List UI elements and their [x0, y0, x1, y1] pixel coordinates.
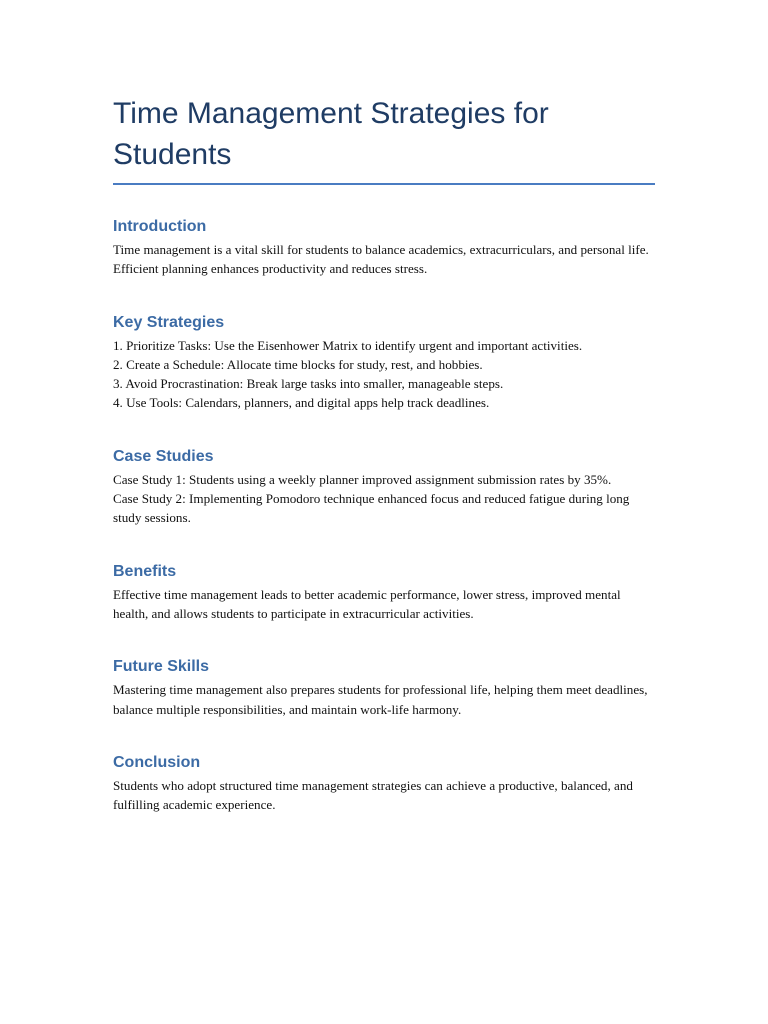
section-key-strategies — [113, 313, 655, 413]
section-heading-case-studies: Case Studies — [113, 447, 214, 465]
case-study-item: Case Study 2: Implementing Pomodoro technique enhanced focus and reduced fatigue during long study sessions. — [113, 491, 630, 526]
case-study-item: Case Study 1: Students using a weekly planner improved assignment submission rates by 35%. — [113, 471, 612, 487]
document-page — [113, 93, 655, 814]
key-strategies-list — [113, 336, 655, 413]
document-title: Time Management Strategies for Students — [113, 97, 549, 171]
section-introduction — [113, 217, 655, 279]
case-studies-list — [113, 470, 655, 528]
section-conclusion — [113, 753, 655, 815]
section-heading-future-skills: Future Skills — [113, 658, 210, 676]
section-heading-introduction: Introduction — [113, 218, 207, 235]
section-case-studies — [113, 447, 655, 528]
title-underline — [113, 183, 655, 185]
introduction-paragraph: Time management is a vital skill for students to balance academics, extracurriculars, and personal life. Efficient planning enhances productivity and reduces stress. — [113, 242, 649, 277]
strategy-item: 1. Prioritize Tasks: Use the Eisenhower Matrix to identify urgent and important activities. — [113, 337, 583, 353]
section-heading-conclusion: Conclusion — [113, 753, 201, 771]
section-heading-benefits: Benefits — [113, 562, 177, 580]
benefits-paragraph: Effective time management leads to better academic performance, lower stress, improved mental health, and allows students to participate in extracurricular activities. — [113, 586, 621, 621]
strategy-item: 4. Use Tools: Calendars, planners, and digital apps help track deadlines. — [113, 395, 490, 411]
future-skills-paragraph: Mastering time management also prepares students for professional life, helping them meet deadlines, balance multiple responsibilities, and maintain work-life harmony. — [113, 682, 648, 717]
strategy-item: 2. Create a Schedule: Allocate time blocks for study, rest, and hobbies. — [113, 356, 483, 372]
strategy-item: 3. Avoid Procrastination: Break large tasks into smaller, manageable steps. — [113, 376, 504, 392]
conclusion-paragraph: Students who adopt structured time management strategies can achieve a productive, balanced, and fulfilling academic experience. — [113, 777, 633, 813]
section-benefits — [113, 562, 655, 624]
section-heading-key-strategies: Key Strategies — [113, 313, 225, 331]
section-future-skills — [113, 657, 655, 719]
